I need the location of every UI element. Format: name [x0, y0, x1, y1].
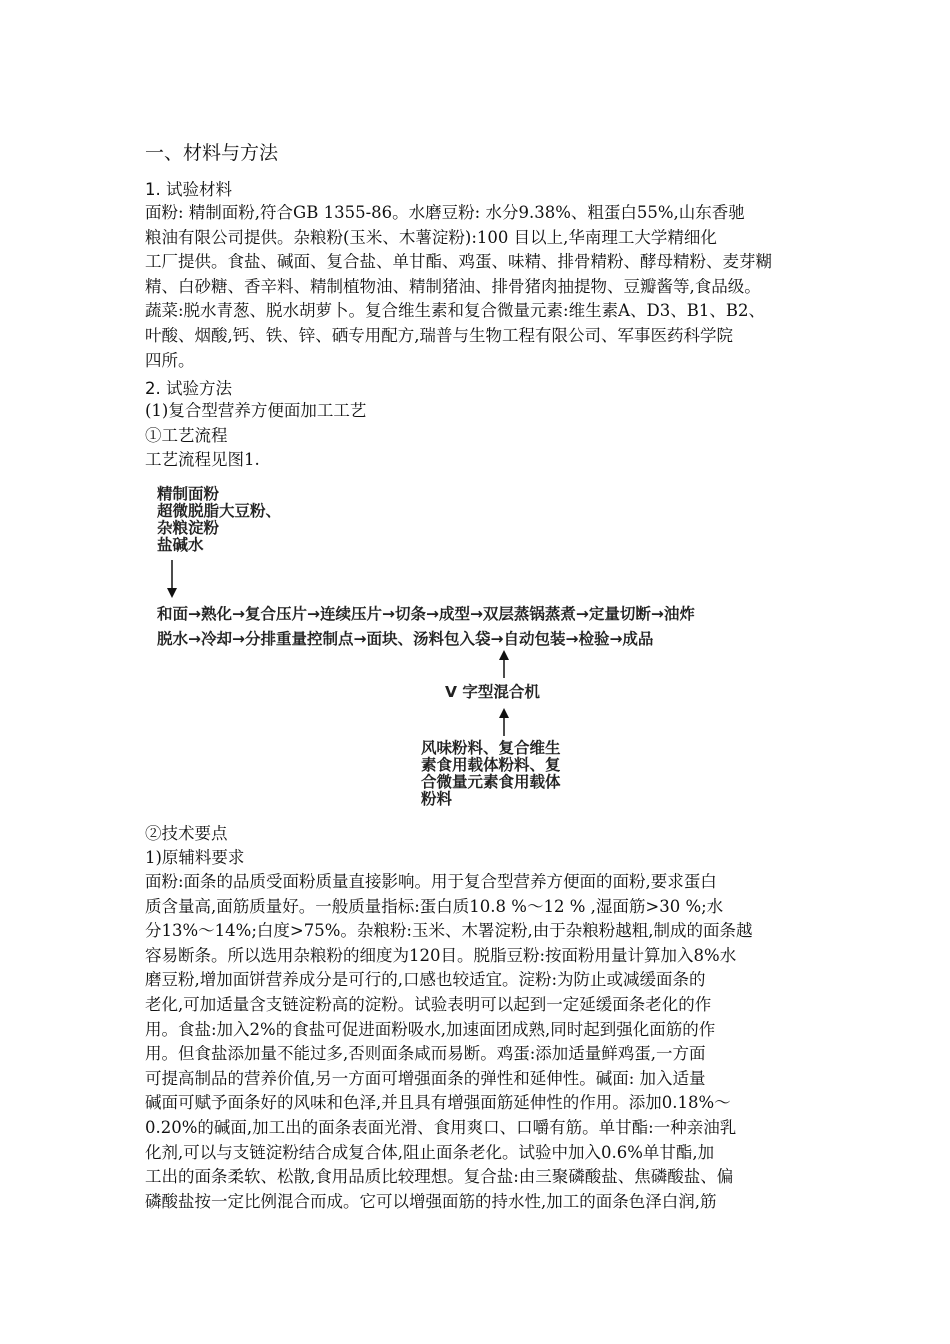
- text-line: 容易断条。所以选用杂粮粉的细度为120目。脱脂豆粉:按面粉用量计算加入8%水: [145, 945, 737, 965]
- flow-text-line: 风味粉料、复合维生: [421, 739, 561, 757]
- flow-text-line: 精制面粉: [157, 485, 220, 503]
- text-line: 质含量高,面筋质量好。一般质量指标:蛋白质10.8 %～12 % ,湿面筋>30 %;水: [145, 896, 724, 916]
- text-line: 工厂提供。食盐、碱面、复合盐、单甘酯、鸡蛋、味精、排骨精粉、酵母精粉、麦芽糊: [145, 252, 772, 272]
- text-line: 磷酸盐按一定比例混合而成。它可以增强面筋的持水性,加工的面条色泽白润,筋: [145, 1191, 717, 1211]
- additives-block: [421, 740, 561, 808]
- flow-heading: ①工艺流程: [145, 426, 228, 445]
- text-line: 老化,可加适量含支链淀粉高的淀粉。试验表明可以起到一定延缓面条老化的作: [145, 994, 712, 1014]
- v-mixer-label: V 字型混合机: [445, 683, 540, 701]
- flow-text-line: 超微脱脂大豆粉、: [157, 502, 282, 520]
- text-line: 精、白砂糖、香辛料、精制植物油、精制猪油、排骨猪肉抽提物、豆瓣酱等,食品级。: [145, 276, 761, 296]
- text-line: 碱面可赋予面条好的风味和色泽,并且具有增强面筋延伸性的作用。添加0.18%～: [145, 1093, 731, 1113]
- subsection-title-materials: 1. 试验材料: [145, 180, 232, 199]
- section-heading: 一、材料与方法: [145, 142, 279, 164]
- subsection-title-methods: 2. 试验方法: [145, 379, 232, 398]
- tech-points-heading: ②技术要点: [145, 824, 228, 843]
- text-line: 用。食盐:加入2%的食盐可促进面粉吸水,加速面团成熟,同时起到强化面筋的作: [145, 1019, 716, 1039]
- raw-materials-block: [157, 486, 281, 554]
- flow-text-line: 杂粮淀粉: [157, 519, 220, 537]
- text-line: 粮油有限公司提供。杂粮粉(玉米、木薯淀粉):100 目以上,华南理工大学精细化: [145, 227, 717, 247]
- flow-text-line: 合微量元素食用载体: [421, 773, 561, 791]
- requirements-paragraph: [145, 870, 825, 1214]
- down-arrow-icon: [164, 560, 180, 600]
- text-line: 工出的面条柔软、松散,食用品质比较理想。复合盐:由三聚磷酸盐、焦磷酸盐、偏: [145, 1167, 734, 1187]
- flow-text-line: 素食用载体粉料、复: [421, 756, 561, 774]
- up-arrow-icon: [496, 708, 512, 738]
- figure-reference: 工艺流程见图1.: [145, 450, 260, 469]
- text-line: 可提高制品的营养价值,另一方面可增强面条的弹性和延伸性。碱面: 加入适量: [145, 1068, 706, 1088]
- process-subtitle: (1)复合型营养方便面加工工艺: [145, 401, 367, 420]
- process-row-1: 和面→熟化→复合压片→连续压片→切条→成型→双层蒸锅蒸煮→定量切断→油炸: [157, 605, 695, 623]
- materials-paragraph: [145, 201, 825, 373]
- text-line: 分13%～14%;白度>75%。杂粮粉:玉米、木署淀粉,由于杂粮粉越粗,制成的面条越: [145, 921, 753, 941]
- text-line: 四所。: [145, 350, 195, 370]
- text-line: 化剂,可以与支链淀粉结合成复合体,阻止面条老化。试验中加入0.6%单甘酯,加: [145, 1142, 715, 1162]
- process-row-2: 脱水→冷却→分排重量控制点→面块、汤料包入袋→自动包装→检验→成品: [157, 630, 654, 648]
- text-line: 磨豆粉,增加面饼营养成分是可行的,口感也较适宜。淀粉:为防止或减缓面条的: [145, 970, 706, 990]
- text-line: 用。但食盐添加量不能过多,否则面条咸而易断。鸡蛋:添加适量鲜鸡蛋,一方面: [145, 1044, 706, 1064]
- text-line: 面粉:面条的品质受面粉质量直接影响。用于复合型营养方便面的面粉,要求蛋白: [145, 872, 717, 891]
- up-arrow-icon: [496, 650, 512, 680]
- text-line: 蔬菜:脱水青葱、脱水胡萝卜。复合维生素和复合微量元素:维生素A、D3、B1、B2、: [145, 301, 766, 321]
- text-line: 0.20%的碱面,加工出的面条表面光滑、食用爽口、口嚼有筋。单甘酯:一种亲油乳: [145, 1117, 737, 1137]
- text-line: 叶酸、烟酸,钙、铁、锌、硒专用配方,瑞普与生物工程有限公司、军事医药科学院: [145, 325, 733, 345]
- flow-text-line: 粉料: [421, 790, 453, 808]
- flow-text-line: 盐碱水: [157, 536, 204, 554]
- text-line: 面粉: 精制面粉,符合GB 1355-86。水磨豆粉: 水分9.38%、粗蛋白55%,山东香驰: [145, 203, 745, 222]
- requirements-heading: 1)原辅料要求: [145, 848, 245, 867]
